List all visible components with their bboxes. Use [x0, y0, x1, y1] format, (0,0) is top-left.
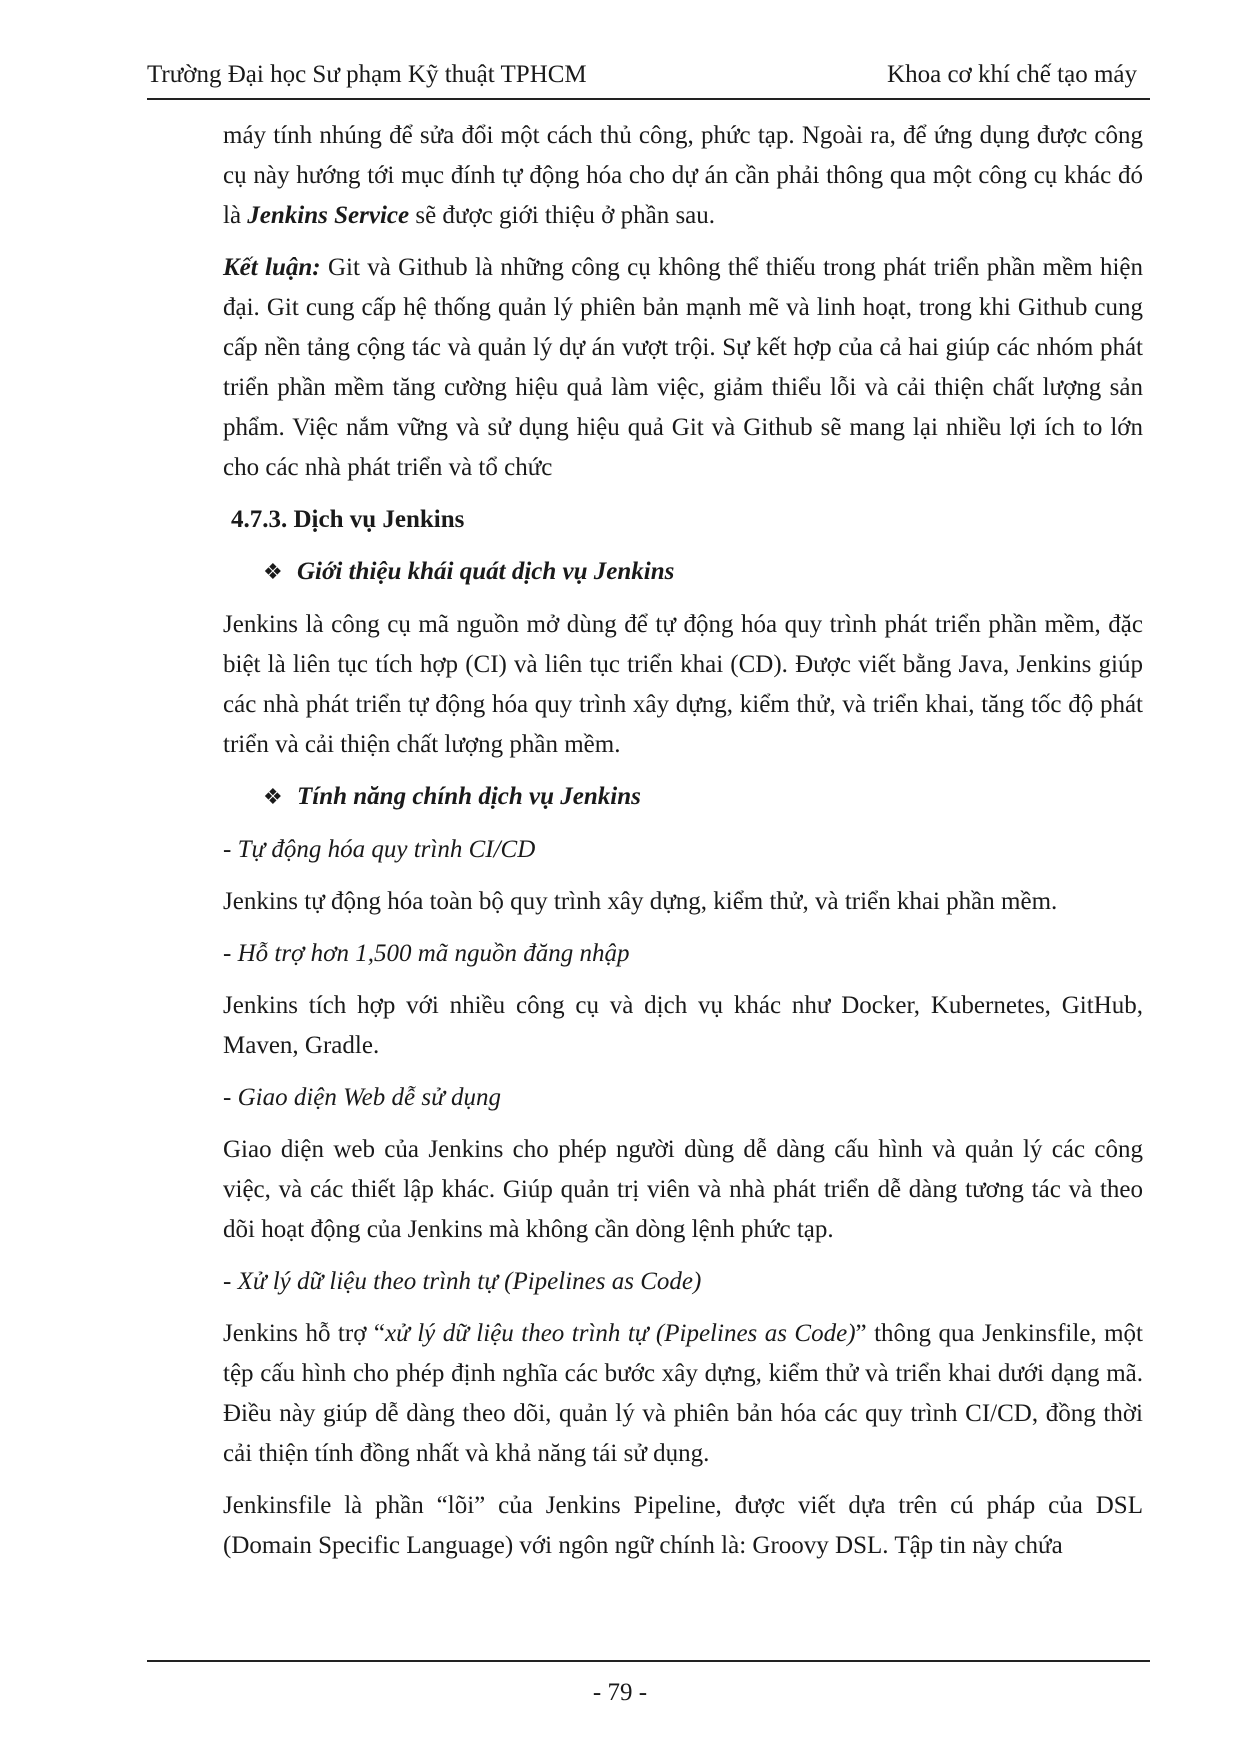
header-university: Trường Đại học Sư phạm Kỹ thuật TPHCM	[147, 61, 587, 88]
conclusion-label: Kết luận:	[223, 254, 321, 281]
header-rule	[147, 98, 1150, 100]
feature-text-cicd: Jenkins tự động hóa toàn bộ quy trình xây dựng, kiểm thử, và triển khai phần mềm.	[223, 888, 1058, 915]
feature-text-plugins: Jenkins tích hợp với nhiều công cụ và dịch vụ khác như Docker, Kubernetes, GitHub, Maven, Gradle.	[223, 992, 1143, 1059]
jenkins-service-emphasis: Jenkins Service	[247, 202, 410, 229]
paragraph-intro: máy tính nhúng để sửa đổi một cách thủ công, phức tạp. Ngoài ra, để ứng dụng được công cụ này hướng tới mục đính tự động hóa cho dự án cần phải thông qua một công cụ khác đó là Jenkins Service sẽ được giới thiệu ở phần sau.	[223, 122, 1143, 229]
footer-rule	[147, 1660, 1150, 1662]
feature-text-pipelines: Jenkins hỗ trợ “xử lý dữ liệu theo trình tự (Pipelines as Code)” thông qua Jenkinsfile, một tệp cấu hình cho phép định nghĩa các bước xây dựng, kiểm thử và triển khai dưới dạng mã. Điều này giúp dễ dàng theo dõi, quản lý và phiên bản hóa các quy trình CI/CD, đồng thời cải thiện tính đồng nhất và khả năng tái sử dụng.	[223, 1320, 1143, 1467]
page-body	[223, 116, 1143, 1578]
paragraph-jenkins-overview: Jenkins là công cụ mã nguồn mở dùng để tự động hóa quy trình phát triển phần mềm, đặc biệt là liên tục tích hợp (CI) và liên tục triển khai (CD). Được viết bằng Java, Jenkins giúp các nhà phát triển tự động hóa quy trình xây dựng, kiểm thử, và triển khai, tăng tốc độ phát triển và cải thiện chất lượng phần mềm.	[223, 611, 1143, 758]
section-heading: 4.7.3. Dịch vụ Jenkins	[231, 506, 465, 533]
pipelines-emphasis: xử lý dữ liệu theo trình tự (Pipelines as Code)	[385, 1320, 856, 1347]
paragraph-jenkinsfile: Jenkinsfile là phần “lõi” của Jenkins Pipeline, được viết dựa trên cú pháp của DSL (Domain Specific Language) với ngôn ngữ chính là: Groovy DSL. Tập tin này chứa	[223, 1492, 1143, 1559]
diamond-bullet-icon: ❖	[263, 785, 283, 810]
feature-title-plugins: - Hỗ trợ hơn 1,500 mã nguồn đăng nhập	[223, 940, 630, 967]
diamond-bullet-icon: ❖	[263, 560, 283, 585]
page-number: - 79 -	[592, 1679, 648, 1706]
subheading-overview: ❖ Giới thiệu khái quát dịch vụ Jenkins	[223, 552, 1143, 593]
page-header	[147, 58, 1137, 98]
feature-title-cicd: - Tự động hóa quy trình CI/CD	[223, 836, 536, 863]
feature-title-web-ui: - Giao diện Web dễ sử dụng	[223, 1084, 501, 1111]
paragraph-conclusion: Kết luận: Git và Github là những công cụ không thể thiếu trong phát triển phần mềm hiện đại. Git cung cấp hệ thống quản lý phiên bản mạnh mẽ và linh hoạt, trong khi Github cung cấp nền tảng cộng tác và quản lý dự án vượt trội. Sự kết hợp của cả hai giúp các nhóm phát triển phần mềm tăng cường hiệu quả làm việc, giảm thiểu lỗi và cải thiện chất lượng sản phẩm. Việc nắm vững và sử dụng hiệu quả Git và Github sẽ mang lại nhiều lợi ích to lớn cho các nhà phát triển và tổ chức	[223, 254, 1144, 481]
subheading-features: ❖ Tính năng chính dịch vụ Jenkins	[223, 777, 1143, 818]
feature-text-web-ui: Giao diện web của Jenkins cho phép người dùng dễ dàng cấu hình và quản lý các công việc, và các thiết lập khác. Giúp quản trị viên và nhà phát triển dễ dàng tương tác và theo dõi hoạt động của Jenkins mà không cần dòng lệnh phức tạp.	[223, 1136, 1143, 1243]
header-faculty: Khoa cơ khí chế tạo máy	[887, 61, 1137, 88]
feature-title-pipelines: - Xử lý dữ liệu theo trình tự (Pipelines as Code)	[223, 1268, 702, 1295]
